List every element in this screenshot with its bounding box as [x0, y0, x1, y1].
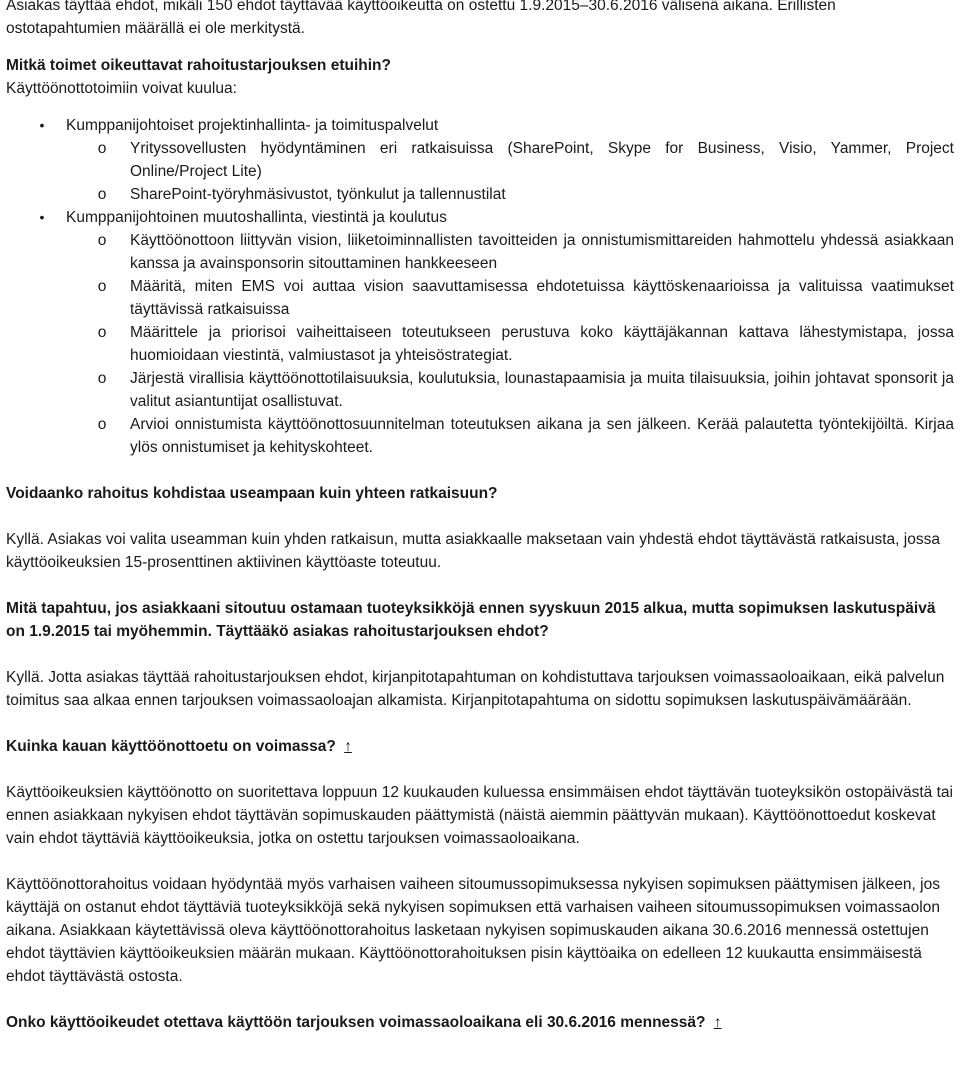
section5-question: Onko käyttöoikeudet otettava käyttöön tarjouksen voimassaoloaikana eli 30.6.2016 mennessä? — [6, 1014, 706, 1031]
measures-item-2 — [6, 206, 954, 229]
bullet-icon: • — [39, 117, 45, 133]
section3-answer: Kyllä. Jotta asiakas täyttää rahoitustarjouksen ehdot, kirjanpitotapahtuman on kohdistuttava tarjouksen voimassaoloaikaan, eikä palvelun toimitus saa alkaa ennen tarjouksen voimassaoloajan alkamista. Kirjanpitotapahtuma on sidottu sopimuksen laskutuspäivämäärään. — [6, 669, 945, 709]
section3-question: Mitä tapahtuu, jos asiakkaani sitoutuu ostamaan tuoteyksikköjä ennen syyskuun 2015 alkua, mutta sopimuksen laskutuspäivä on 1.9.2015 tai myöhemmin. Täyttääkö asiakas rahoitustarjouksen ehdot? — [6, 600, 936, 640]
ring-bullet-icon: o — [97, 140, 107, 157]
ring-bullet-icon: o — [97, 416, 107, 433]
sub-item: o Määrittele ja priorisoi vaiheittaiseen toteutukseen perustuva koko käyttäjäkannan kattava lähestymistapa, jossa huomioidaan viestintä, valmiustasot ja yhteisöstrategiat. — [6, 321, 954, 367]
section1-lead: Käyttöönottotoimiin voivat kuulua: — [6, 80, 237, 97]
measures-sublist-2 — [6, 229, 954, 459]
section4-question: Kuinka kauan käyttöönottoetu on voimassa? — [6, 738, 336, 755]
section4-question-line — [6, 735, 954, 758]
measures-item-1 — [6, 114, 954, 137]
sub-item: o Käyttöönottoon liittyvän vision, liiketoiminnallisten tavoitteiden ja onnistumismittareiden hahmottelu yhdessä asiakkaan kanssa ja avainsponsorin sitouttaminen hankkeeseen — [6, 229, 954, 275]
measures-list — [6, 114, 954, 137]
ring-bullet-icon: o — [97, 370, 107, 387]
ring-bullet-icon: o — [97, 278, 107, 295]
back-to-top-link[interactable]: ↑ — [713, 1014, 722, 1031]
ring-bullet-icon: o — [97, 186, 107, 203]
measures-item-label: Kumppanijohtoinen muutoshallinta, viestintä ja koulutus — [66, 209, 447, 226]
section2-answer: Kyllä. Asiakas voi valita useamman kuin yhden ratkaisun, mutta asiakkaalle maksetaan vain yhdestä ehdot täyttävästä ratkaisusta, jossa käyttöoikeuksien 15-prosenttinen aktiivinen käyttöaste toteutuu. — [6, 531, 940, 571]
section4-paragraph-2: Käyttöönottorahoitus voidaan hyödyntää myös varhaisen vaiheen sitoumussopimuksessa nykyisen sopimuksen päättymisen jälkeen, jos käyttäjä on ostanut ehdot täyttäviä tuoteyksikköjä sekä nykyisen sopimuksen että varhaisen vaiheen sitoumussopimuksen voimassaolon aikana. Asiakkaan käytettävissä oleva käyttöönottorahoitus lasketaan nykyisen sopimuskauden aikana 30.6.2016 mennessä ostettujen ehdot täyttävien käyttöoikeuksien määrän mukaan. Käyttöönottorahoituksen pisin käyttöaika on edelleen 12 kuukautta ensimmäisestä ehdot täyttävästä ostosta. — [6, 876, 940, 985]
sub-item: o Määritä, miten EMS voi auttaa vision saavuttamisessa ehdotetuissa käyttöskenaarioissa ja valituissa vaatimukset täyttävissä ratkaisuissa — [6, 275, 954, 321]
intro-paragraph: Asiakas täyttää ehdot, mikäli 150 ehdot täyttävää käyttöoikeutta on ostettu 1.9.2015–30.6.2016 välisenä aikana. Erillisten ostotapahtumien määrällä ei ole merkitystä. — [6, 0, 836, 37]
measures-sublist-1 — [6, 137, 954, 206]
back-to-top-link[interactable]: ↑ — [344, 738, 352, 755]
section5-question-line — [6, 1011, 954, 1034]
sub-item: o Yrityssovellusten hyödyntäminen eri ratkaisuissa (SharePoint, Skype for Business, Visio, Yammer, Project Online/Project Lite) — [6, 137, 954, 183]
measures-list-2 — [6, 206, 954, 229]
ring-bullet-icon: o — [97, 324, 107, 341]
ring-bullet-icon: o — [97, 232, 107, 249]
sub-item: o Järjestä virallisia käyttöönottotilaisuuksia, koulutuksia, lounastapaamisia ja muita tilaisuuksia, joihin johtavat sponsorit ja valitut asiantuntijat osallistuvat. — [6, 367, 954, 413]
sub-item: o Arvioi onnistumista käyttöönottosuunnitelman toteutuksen aikana ja sen jälkeen. Kerää palautetta työntekijöiltä. Kirjaa ylös onnistumiset ja kehityskohteet. — [6, 413, 954, 459]
section1-question: Mitkä toimet oikeuttavat rahoitustarjouksen etuihin? — [6, 57, 391, 74]
measures-item-label: Kumppanijohtoiset projektinhallinta- ja toimituspalvelut — [66, 117, 439, 134]
section2-question: Voidaanko rahoitus kohdistaa useampaan kuin yhteen ratkaisuun? — [6, 485, 498, 502]
sub-item: o SharePoint-työryhmäsivustot, työnkulut ja tallennustilat — [6, 183, 954, 206]
section4-paragraph-1: Käyttöoikeuksien käyttöönotto on suoritettava loppuun 12 kuukauden kuluessa ensimmäisen ehdot täyttävän tuoteyksikön ostopäivästä tai ennen asiakkaan nykyisen ehdot täyttävän sopimuskauden päättymistä (näistä aiemmin päättyvän mukaan). Käyttöönottoedut koskevat vain ehdot täyttäviä käyttöoikeuksia, jotka on ostettu tarjouksen voimassaoloaikana. — [6, 784, 953, 847]
bullet-icon: • — [39, 209, 45, 225]
